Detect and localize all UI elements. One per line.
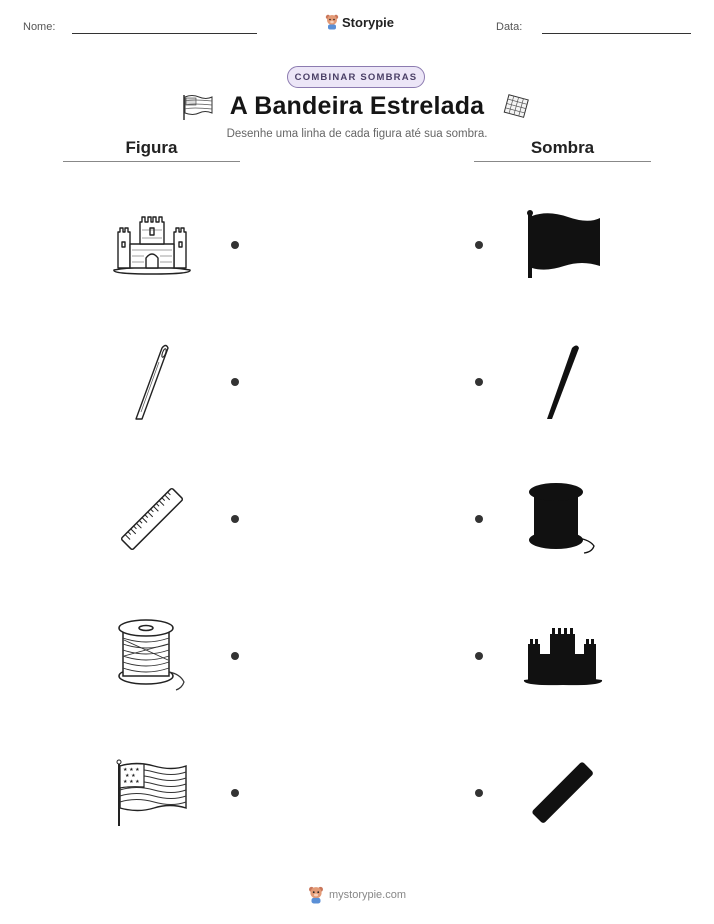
needle-silhouette-icon — [540, 342, 584, 422]
figure-connect-dot[interactable] — [231, 652, 239, 660]
date-field-line[interactable] — [542, 33, 691, 34]
needle-icon — [128, 342, 174, 422]
shadow-connect-dot[interactable] — [475, 378, 483, 386]
instructions: Desenhe uma linha de cada figura até sua sombra. — [226, 128, 488, 140]
brand-name: Storypie — [342, 14, 395, 30]
name-label: Nome: — [23, 21, 56, 33]
shadow-column-divider — [474, 161, 651, 162]
ruler-silhouette-icon — [526, 756, 600, 830]
shadow-connect-dot[interactable] — [475, 515, 483, 523]
ruler-icon — [114, 482, 190, 556]
footer — [0, 886, 714, 904]
svg-text:★ ★ ★: ★ ★ ★ — [123, 779, 140, 785]
figure-connect-dot[interactable] — [231, 515, 239, 523]
bear-mascot-icon — [325, 14, 339, 30]
figure-connect-dot[interactable] — [231, 241, 239, 249]
shadow-connect-dot[interactable] — [475, 789, 483, 797]
svg-text:★ ★: ★ ★ — [125, 773, 136, 779]
castle-silhouette-icon — [522, 624, 604, 686]
activity-type-badge: COMBINAR SOMBRAS — [287, 66, 425, 88]
bear-mascot-icon — [308, 886, 324, 904]
figure-column-heading: Figura — [125, 138, 178, 157]
brand-logo — [325, 14, 394, 30]
shadow-connect-dot[interactable] — [475, 652, 483, 660]
castle-icon — [110, 210, 194, 276]
svg-text:★ ★ ★: ★ ★ ★ — [123, 767, 140, 773]
date-label: Data: — [496, 21, 523, 33]
footer-url[interactable]: mystorypie.com — [328, 889, 407, 901]
page-title: A Bandeira Estrelada — [229, 92, 485, 120]
figure-column-divider — [63, 161, 240, 162]
american-flag-icon — [114, 758, 190, 828]
figure-connect-dot[interactable] — [231, 378, 239, 386]
name-field-line[interactable] — [72, 33, 257, 34]
shadow-column-heading: Sombra — [530, 138, 595, 157]
quilt-decoration-icon — [501, 93, 531, 121]
shadow-connect-dot[interactable] — [475, 241, 483, 249]
figure-connect-dot[interactable] — [231, 789, 239, 797]
thread-spool-silhouette-icon — [526, 480, 598, 556]
thread-spool-icon — [114, 616, 188, 694]
flag-silhouette-icon — [524, 208, 604, 280]
